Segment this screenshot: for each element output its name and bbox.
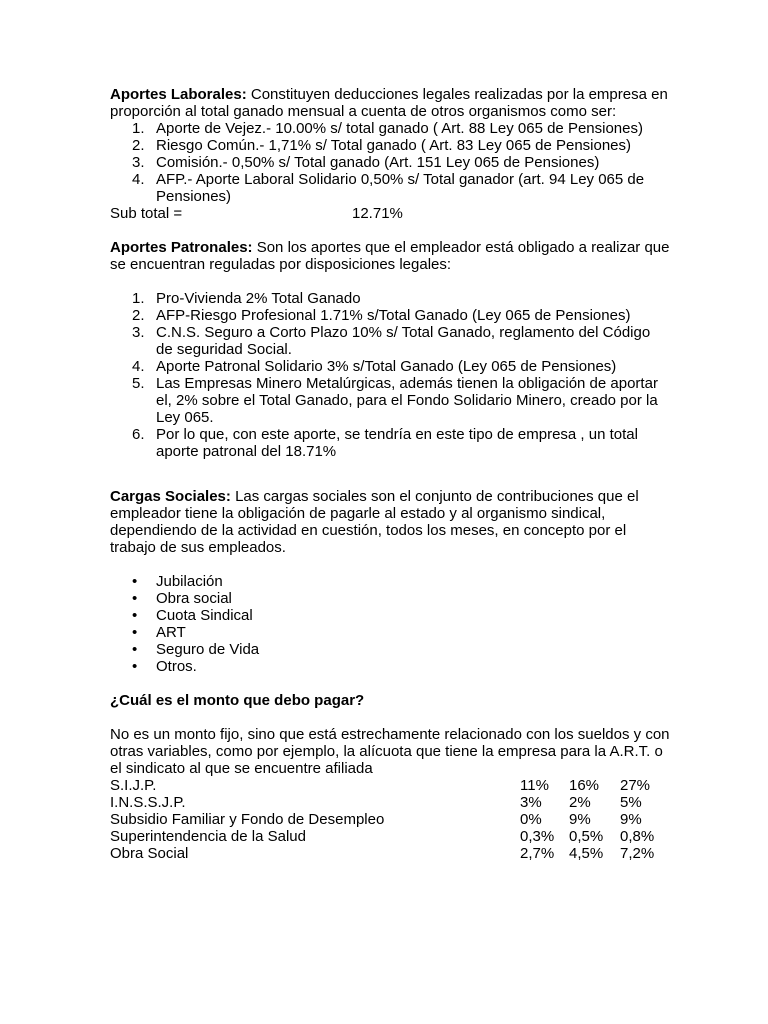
aportes-laborales-paragraph: [110, 86, 670, 120]
bullet-icon: •: [132, 607, 138, 624]
aportes-laborales-list: [110, 120, 670, 205]
monto-question: [110, 692, 670, 709]
rate-value-3: 5%: [620, 794, 642, 811]
list-item: [110, 641, 670, 658]
aportes-laborales-intro: Constituyen deducciones legales realizadas por la empresa en proporción al total ganado mensual a cuenta de otros organismos como ser:: [110, 86, 668, 120]
list-item-text: Jubilación: [156, 573, 223, 590]
rate-name: I.N.S.S.J.P.: [110, 794, 186, 811]
list-number: 3.: [132, 154, 145, 171]
list-item: [110, 624, 670, 641]
cargas-sociales-heading: Cargas Sociales:: [110, 488, 231, 505]
rate-name: Subsidio Familiar y Fondo de Desempleo: [110, 811, 385, 828]
list-item-text: C.N.S. Seguro a Corto Plazo 10% s/ Total Ganado, reglamento del Código de seguridad Social.: [156, 324, 651, 358]
rate-value-1: 2,7%: [520, 845, 555, 862]
rate-value-3: 27%: [620, 777, 651, 794]
list-item-text: Riesgo Común.- 1,71% s/ Total ganado ( Art. 83 Ley 065 de Pensiones): [156, 137, 632, 154]
bullet-icon: •: [132, 641, 138, 658]
list-item: [110, 375, 670, 426]
list-item: [110, 171, 670, 205]
aportes-patronales-intro: Son los aportes que el empleador está obligado a realizar que se encuentran reguladas por disposiciones legales:: [110, 239, 670, 273]
cargas-sociales-intro: Las cargas sociales son el conjunto de contribuciones que el empleador tiene la obligación de pagarle al estado y al organismo sindical, dependiendo de la actividad en cuestión, todos los meses, en concepto por el trabajo de sus empleados.: [110, 488, 639, 556]
monto-paragraph: No es un monto fijo, sino que está estrechamente relacionado con los sueldos y con otras variables, como por ejemplo, la alícuota que tiene la empresa para la A.R.T. o el sindicato al que se encuentre afiliada: [110, 726, 670, 777]
list-number: 4.: [132, 171, 145, 188]
list-item: [110, 426, 670, 460]
aportes-laborales-heading: Aportes Laborales:: [110, 86, 247, 103]
list-item-text: Las Empresas Minero Metalúrgicas, además tienen la obligación de aportar el, 2% sobre el Total Ganado, para el Fondo Solidario Minero, creado por la Ley 065.: [156, 375, 658, 426]
document-page: [110, 86, 670, 862]
list-item: [110, 607, 670, 624]
rate-value-3: 0,8%: [620, 828, 655, 845]
bullet-icon: •: [132, 573, 138, 590]
aportes-patronales-paragraph: [110, 239, 670, 273]
list-item-text: Obra social: [156, 590, 232, 607]
monto-question-text: ¿Cuál es el monto que debo pagar?: [110, 692, 365, 709]
subtotal-label: Sub total =: [110, 205, 183, 222]
list-item: [110, 324, 670, 358]
list-number: 1.: [132, 120, 145, 137]
list-item-text: Por lo que, con este aporte, se tendría en este tipo de empresa , un total aporte patronal del 18.71%: [156, 426, 638, 460]
list-item-text: Aporte de Vejez.- 10.00% s/ total ganado ( Art. 88 Ley 065 de Pensiones): [156, 120, 643, 137]
table-row: [110, 845, 670, 862]
table-row: [110, 828, 670, 845]
rate-name: S.I.J.P.: [110, 777, 157, 794]
list-number: 1.: [132, 290, 145, 307]
rate-value-3: 9%: [620, 811, 642, 828]
list-item: [110, 573, 670, 590]
list-item: [110, 658, 670, 675]
list-item-text: Pro-Vivienda 2% Total Ganado: [156, 290, 361, 307]
aportes-patronales-heading: Aportes Patronales:: [110, 239, 253, 256]
list-item: [110, 120, 670, 137]
rate-name: Superintendencia de la Salud: [110, 828, 306, 845]
list-number: 2.: [132, 307, 145, 324]
list-number: 4.: [132, 358, 145, 375]
list-item-text: AFP-Riesgo Profesional 1.71% s/Total Ganado (Ley 065 de Pensiones): [156, 307, 631, 324]
list-item-text: Otros.: [156, 658, 197, 675]
cargas-sociales-paragraph: [110, 488, 670, 556]
list-item: [110, 590, 670, 607]
cargas-sociales-list: [110, 573, 670, 675]
aportes-patronales-list: [110, 290, 670, 460]
list-item: [110, 290, 670, 307]
rate-value-1: 11%: [520, 777, 549, 794]
rate-value-2: 0,5%: [569, 828, 604, 845]
rate-value-2: 2%: [569, 794, 591, 811]
rate-name: Obra Social: [110, 845, 189, 862]
table-row: [110, 811, 670, 828]
rate-value-3: 7,2%: [620, 845, 655, 862]
rate-value-1: 3%: [520, 794, 542, 811]
list-item: [110, 154, 670, 171]
list-item: [110, 307, 670, 324]
rate-value-1: 0%: [520, 811, 542, 828]
table-row: [110, 777, 670, 794]
bullet-icon: •: [132, 624, 138, 641]
rate-value-1: 0,3%: [520, 828, 555, 845]
subtotal-value: 12.71%: [352, 205, 403, 222]
list-item: [110, 137, 670, 154]
rate-value-2: 4,5%: [569, 845, 604, 862]
list-item-text: ART: [156, 624, 186, 641]
list-item-text: Comisión.- 0,50% s/ Total ganado (Art. 151 Ley 065 de Pensiones): [156, 154, 600, 171]
list-item-text: Aporte Patronal Solidario 3% s/Total Ganado (Ley 065 de Pensiones): [156, 358, 617, 375]
subtotal-line: [110, 205, 670, 222]
bullet-icon: •: [132, 658, 138, 675]
rate-value-2: 16%: [569, 777, 600, 794]
bullet-icon: •: [132, 590, 138, 607]
list-item: [110, 358, 670, 375]
rate-value-2: 9%: [569, 811, 591, 828]
list-item-text: AFP.- Aporte Laboral Solidario 0,50% s/ Total ganador (art. 94 Ley 065 de Pensiones): [156, 171, 645, 205]
table-row: [110, 794, 670, 811]
list-number: 5.: [132, 375, 145, 392]
list-item-text: Seguro de Vida: [156, 641, 260, 658]
list-number: 2.: [132, 137, 145, 154]
list-number: 3.: [132, 324, 145, 341]
rates-table: [110, 777, 670, 862]
list-item-text: Cuota Sindical: [156, 607, 253, 624]
list-number: 6.: [132, 426, 145, 443]
